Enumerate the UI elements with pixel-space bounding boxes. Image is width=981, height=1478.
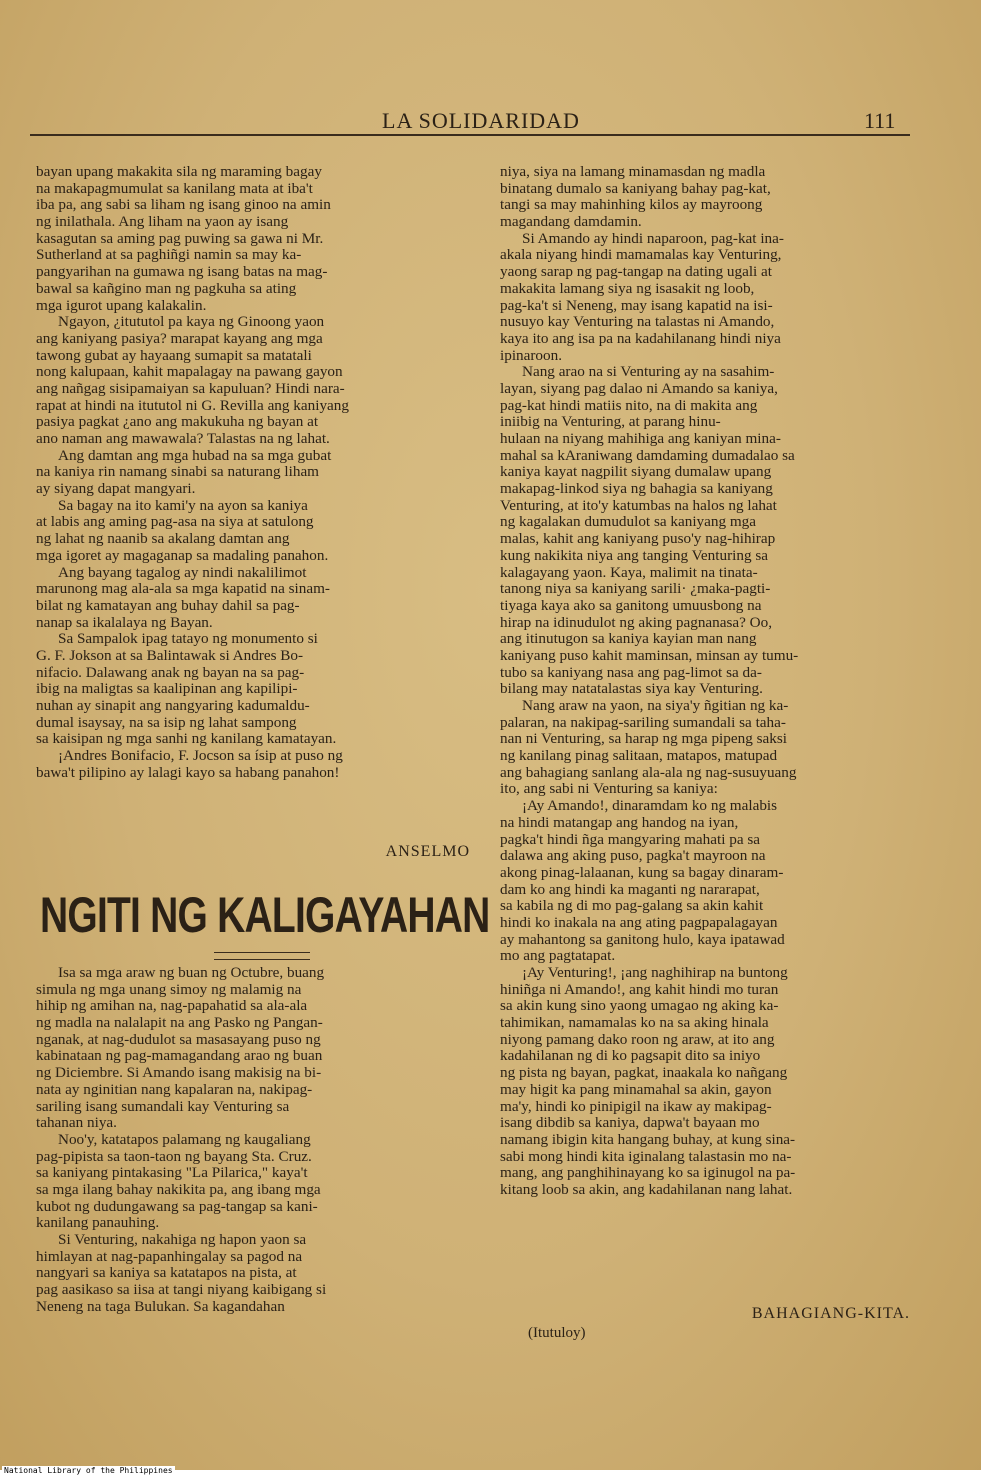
text-line: rapat at hindi na itututol ni G. Revilla ang kaniyang: [36, 397, 349, 414]
text-line: nuhan ay sinapit ang nangyaring kadumaldu-: [36, 698, 310, 714]
continuation-note: (Itutuloy): [528, 1325, 586, 1341]
text-line: namang ibigin kita hangang buhay, at kung sina-: [500, 1131, 796, 1148]
right-column-story: [500, 164, 910, 1199]
text-line: tanong niya sa kaniyang sarili· ¿maka-pagti-: [500, 581, 771, 598]
text-line: Venturing, at ito'y katumbas na halos ng lahat: [500, 497, 777, 514]
text-line: sariling isang sumandali kay Venturing sa: [36, 1098, 290, 1115]
text-line: Ang bayang tagalog ay nindi nakalilimot: [58, 564, 307, 581]
text-line: nusuyo kay Venturing na talastas ni Amando,: [500, 314, 775, 331]
text-line: nong kalupaan, kahit mapalagay na pawang gayon: [36, 364, 343, 381]
text-line: at labis ang aming pag-asa na siya at satulong: [36, 514, 314, 531]
text-line: ¡Ay Venturing!, ¡ang naghihirap na buntong: [522, 965, 788, 981]
text-line: dumal isaysay, na sa isip ng lahat sampong: [36, 714, 297, 731]
text-line: layan, siyang pag dalao ni Amando sa kaniya,: [500, 380, 778, 397]
text-line: hindi ko inakala na ang ating pagpapalagayan: [500, 914, 778, 931]
text-line: pangyarihan na gumawa ng isang batas na mag-: [36, 264, 328, 281]
text-line: ¡Ay Amando!, dinaramdam ko ng malabis: [522, 798, 778, 815]
text-line: mang, ang panghihinayang ko sa iginugol na pa-: [500, 1165, 796, 1182]
text-line: Ngayon, ¿itututol pa kaya ng Ginoong yaon: [58, 314, 325, 331]
text-line: palaran, na nakipag-sariling sumandali sa taha-: [500, 714, 786, 731]
text-line: kaya ito ang isa pa na kadahilanang hindi niya: [500, 330, 781, 347]
text-line: niyong pamang dako roon ng araw, at ito ang: [500, 1031, 775, 1048]
text-line: iba pa, ang sabi sa liham ng isang ginoo na amin: [36, 197, 331, 214]
text-line: marunong mag ala-ala sa mga kapatid na sinam-: [36, 581, 330, 598]
text-line: sa akin kung sino yaong umagao ng aking ka-: [500, 998, 779, 1015]
text-line: bawa't pilipino ay lalagi kayo sa habang panahon!: [36, 764, 340, 781]
text-line: nifacio. Dalawang anak ng bayan na sa pag-: [36, 664, 305, 681]
text-line: ng kanilang pinag salitaan, matapos, matupad: [500, 748, 778, 765]
text-line: G. F. Jokson at sa Balintawak si Andres Bo-: [36, 647, 304, 664]
text-line: himlayan at nag-papanhingalay sa pagod na: [36, 1248, 303, 1265]
text-line: akala niyang hindi mamamalas kay Venturing,: [500, 247, 782, 264]
text-line: pag-kat hindi matiis nito, na di makita ang: [500, 397, 758, 414]
text-line: ma'y, hindi ko pinipigil na ikaw ay makipag-: [500, 1098, 772, 1115]
text-line: pag-ka't si Neneng, may isang kapatid na isi-: [500, 297, 773, 314]
text-line: akong pinag-lalaanan, kung sa bagay dinaram-: [500, 864, 784, 881]
text-line: ¡Andres Bonifacio, F. Jocson sa ísip at puso ng: [58, 748, 343, 765]
left-column-story: [36, 965, 470, 1315]
text-line: sa kaisipan ng mga sanhi ng kanilang kamatayan.: [36, 731, 337, 748]
text-line: pag-pipista sa taon-taon ng bayang Sta. Cruz.: [36, 1148, 312, 1165]
text-line: ay siyang dapat mangyari.: [36, 481, 196, 498]
text-line: may higit ka pang minamahal sa akin, gayon: [500, 1081, 772, 1098]
text-line: ipinaroon.: [500, 347, 563, 364]
text-line: yaong sarap ng pag-tangap na dating ugali at: [500, 264, 773, 281]
text-line: kabinataan ng pag-mamagandang arao ng buan: [36, 1048, 323, 1065]
text-line: Nang arao na si Venturing ay na sasahim-: [522, 364, 775, 381]
text-line: pagka't hindi ñga mangyaring mahati pa sa: [500, 831, 761, 848]
text-line: mo ang pagtatapat.: [500, 948, 616, 965]
story-signature: BAHAGIANG-KITA.: [751, 1305, 910, 1322]
text-line: ng Diciembre. Si Amando isang makisig na bi-: [36, 1065, 322, 1082]
text-line: binatang dumalo sa kaniyang bahay pag-kat,: [500, 180, 771, 197]
text-line: Sutherland at sa paghiñgi namin sa may ka-: [36, 247, 302, 264]
text-line: bawal sa kañgino man ng pagkuha sa ating: [36, 280, 297, 297]
page-number: 111: [864, 108, 896, 133]
text-line: Si Amando ay hindi naparoon, pag-kat ina-: [522, 230, 784, 247]
text-line: pasiya pagkat ¿ano ang makukuha ng bayan at: [36, 414, 319, 431]
text-line: ang itinutugon sa kaniya kayian man nang: [500, 631, 757, 648]
text-line: ay mahantong sa ganitong hulo, kaya ipatawad: [500, 931, 785, 948]
text-line: bilat ng kamatayan ang buhay dahil sa pag-: [36, 597, 300, 614]
text-line: tangi sa may mahinhing kilos ay mayroong: [500, 197, 763, 214]
text-line: nanap sa ikalalaya ng Bayan.: [36, 614, 213, 631]
story-headline: NGITI NG KALIGAYAHAN: [40, 887, 490, 943]
text-line: Isa sa mga araw ng buan ng Octubre, buang: [58, 965, 325, 981]
text-line: bilang may natatalastas siya kay Venturing.: [500, 681, 763, 698]
text-line: ng inilathala. Ang liham na yaon ay isang: [36, 214, 289, 231]
text-line: ibig na maligtas sa kaalipinan ang kapilipi-: [36, 681, 298, 698]
text-line: tubo sa kaniyang nasa ang pag-limot sa da-: [500, 664, 762, 681]
text-line: magandang damdamin.: [500, 214, 642, 231]
text-line: Ang damtan ang mga hubad na sa mga gubat: [58, 447, 332, 464]
text-line: isang dibdib sa kaniya, dapwa't bayaan mo: [500, 1115, 760, 1132]
text-line: na makapagmumulat sa kanilang mata at iba't: [36, 180, 313, 197]
header-rule: [30, 134, 910, 136]
text-line: ng pista ng bayan, pagkat, inaakala ko nañgang: [500, 1065, 788, 1082]
text-line: pag aasikaso sa iisa at tangi niyang kaibigang si: [36, 1282, 327, 1299]
text-line: hulaan na niyang mahihiga ang kaniyan mina-: [500, 431, 781, 447]
text-line: mahal sa kAraniwang damdaming dumadalao sa: [500, 447, 795, 464]
text-line: Sa bagay na ito kami'y na ayon sa kaniya: [58, 497, 308, 514]
text-line: Noo'y, katatapos palamang ng kaugaliang: [58, 1131, 311, 1148]
headline-rule: [214, 952, 310, 960]
text-line: kasagutan sa aming pag puwing sa gawa ni Mr.: [36, 230, 324, 247]
text-line: kubot ng dudungawang sa pag-tangap sa kani-: [36, 1198, 318, 1215]
text-line: sa kabila ng di mo pag-galang sa akin kahit: [500, 898, 764, 915]
text-line: malas, kahit ang kaniyang puso'y nag-hihirap: [500, 531, 776, 548]
text-line: kitang loob sa akin, ang kadahilanan nang lahat.: [500, 1181, 793, 1198]
text-line: ng lahat ng naanib sa akalang damtan ang: [36, 531, 290, 548]
editorial-signature: ANSELMO: [385, 843, 470, 860]
text-line: kadahilanan ng di ko pagsapit dito sa iniyo: [500, 1048, 761, 1065]
text-line: sa kaniyang pintakasing "La Pilarica," kaya't: [36, 1165, 308, 1182]
text-line: kaniya kayat nagpilit siyang dumalaw upang: [500, 464, 772, 481]
text-line: iniibig na Venturing, at parang hinu-: [500, 414, 721, 431]
text-line: makakita lamang siya ng isasakit ng loob,: [500, 280, 755, 297]
text-line: ano naman ang mawawala? Talastas na ng lahat.: [36, 431, 330, 447]
text-line: mga igoret ay magaganap sa madaling panahon.: [36, 547, 329, 564]
text-line: mga igurot upang kalakalin.: [36, 297, 207, 314]
text-line: hiniñga ni Amando!, ang kahit hindi mo turan: [500, 981, 779, 998]
text-line: kalagayang yaon. Kaya, malimit na tinata-: [500, 564, 758, 581]
text-line: na kaniya rin namang sinabi sa naturang liham: [36, 464, 319, 481]
text-line: ang kaniyang pasiya? marapat kayang ang mga: [36, 330, 323, 347]
text-line: sa mga ilang bahay nakikita pa, ang ibang mga: [36, 1181, 321, 1198]
text-line: hirap na idinudulot ng aking pagnanasa? Oo,: [500, 614, 773, 631]
text-line: nan ni Venturing, sa harap ng mga pipeng saksi: [500, 731, 787, 748]
library-credit: National Library of the Philippines: [4, 1466, 173, 1475]
text-line: ng kagalakan dumudulot sa kaniyang mga: [500, 514, 757, 531]
text-line: nata ay nginitian nang kapalaran na, nakipag-: [36, 1081, 313, 1098]
text-line: dam ko ang hindi ka maganti ng nararapat,: [500, 881, 760, 898]
text-line: ang bahagiang sanlang ala-ala ng nag-susuyuang: [500, 764, 797, 781]
text-line: Sa Sampalok ipag tatayo ng monumento si: [58, 631, 318, 648]
text-line: nganak, at nag-dudulot sa masasayang puso ng: [36, 1031, 321, 1048]
text-line: makapag-linkod siya ng bahagia sa kaniyang: [500, 481, 773, 498]
text-line: Si Venturing, nakahiga ng hapon yaon sa: [58, 1232, 307, 1248]
text-line: sabi mong hindi kita iginalang talastasin mo na-: [500, 1148, 792, 1165]
text-line: kanilang panauhing.: [36, 1215, 160, 1232]
text-line: Nang araw na yaon, na siya'y ñgitian ng ka-: [522, 698, 789, 714]
text-line: tiyaga kaya ako sa ganitong umuusbong na: [500, 597, 762, 614]
text-line: kung nakikita niya ang tanging Venturing sa: [500, 547, 768, 564]
text-line: tahanan niya.: [36, 1115, 117, 1132]
text-line: hihip ng amihan na, nag-papahatid sa ala-ala: [36, 998, 308, 1015]
text-line: tawong gubat ay hayaang sumapit sa matatali: [36, 347, 312, 364]
text-line: tahimikan, namamalas ko na sa aking hinala: [500, 1015, 769, 1032]
text-line: ang nañgag sisipamaiyan sa kapuluan? Hindi nara-: [36, 380, 345, 397]
text-line: nangyari sa kaniya sa katatapos na pista, at: [36, 1265, 297, 1282]
publication-title: LA SOLIDARIDAD: [382, 108, 580, 133]
text-line: bayan upang makakita sila ng maraming bagay: [36, 164, 322, 180]
text-line: dalawa ang aking puso, pagka't mayroon na: [500, 848, 766, 865]
text-line: na hindi matangap ang handog na iyan,: [500, 814, 739, 831]
text-line: ng madla na nalalapit na ang Pasko ng Pangan-: [36, 1015, 323, 1032]
text-line: niya, siya na lamang minamasdan ng madla: [500, 164, 766, 180]
text-line: kaniyang puso kahit maminsan, minsan ay tumu-: [500, 647, 799, 664]
text-line: simula ng mga unang simoy ng malamig na: [36, 981, 302, 998]
text-line: ito, ang sabi ni Venturing sa kaniya:: [500, 781, 718, 798]
text-line: Neneng na taga Bulukan. Sa kagandahan: [36, 1298, 285, 1315]
left-column-editorial: [36, 164, 470, 781]
